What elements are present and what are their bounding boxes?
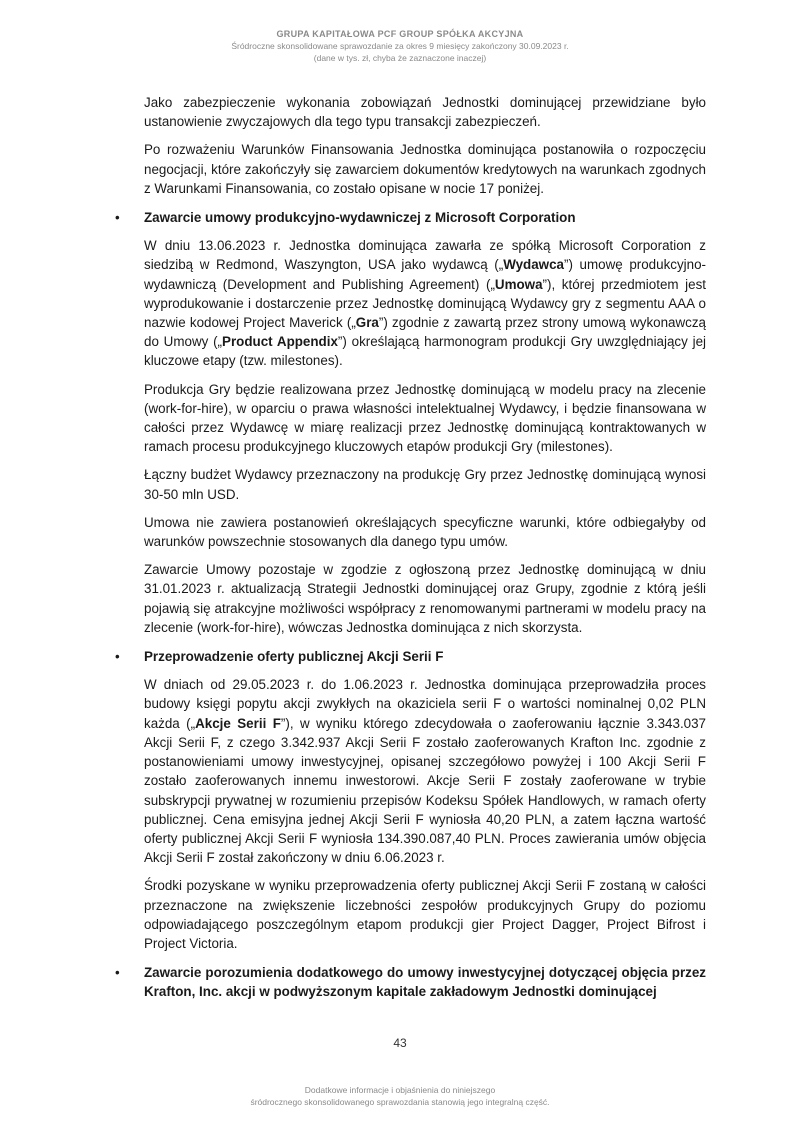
paragraph: Umowa nie zawiera postanowień określających specyficzne warunki, które odbiegałyby od warunków powszechnie stosowanych dla danego typu umów. [144,514,706,550]
header-report-title: Śródroczne skonsolidowane sprawozdanie za okres 9 miesięcy zakończony 30.09.2023 r. [231,41,569,51]
paragraph: Produkcja Gry będzie realizowana przez Jednostkę dominującą w modelu pracy na zlecenie (work-for-hire), w oparciu o prawa własności intelektualnej Wydawcy, i będzie finansowana w całości przez Wydawcę w miarę realizacji przez Jednostkę dominującą kontraktowanych w ramach procesu produkcyjnego kluczowych etapów produkcji Gry (milestones). [144,381,706,455]
paragraph: Łączny budżet Wydawcy przeznaczony na produkcję Gry przez Jednostkę dominującą wynosi 30-50 mln USD. [144,467,706,502]
bullet-icon: • [115,649,120,665]
header-units-note: (dane w tys. zł, chyba że zaznaczone inaczej) [313,53,487,63]
section-heading-series-f [115,647,706,666]
section-heading-text: Zawarcie porozumienia dodatkowego do umowy inwestycyjnej dotyczącej objęcia przez Krafton, Inc. akcji w podwyższonym kapitale zakładowym Jednostki dominującej [144,965,706,1000]
defined-term: Akcje Serii F [195,715,281,731]
section-heading-text: Przeprowadzenie oferty publicznej Akcji Serii F [144,649,444,665]
bullet-icon: • [115,965,120,981]
defined-term: Umowa [494,276,543,292]
footer-line: Dodatkowe informacje i objaśnienia do niniejszego [304,1085,496,1095]
section-heading-microsoft [115,208,706,227]
document-body [115,93,706,1011]
page-number: 43 [393,1036,407,1050]
section-heading-text: Zawarcie umowy produkcyjno-wydawniczej z Microsoft Corporation [144,210,576,226]
defined-term: Wydawca [503,257,564,273]
bullet-icon: • [115,210,120,226]
page-header [0,28,800,64]
section-heading-krafton [115,963,706,1001]
defined-term: Product Appendix [222,334,338,350]
paragraph: Środki pozyskane w wyniku przeprowadzenia oferty publicznej Akcji Serii F zostaną w całości przeznaczone na zwiększenie liczebności zespołów produkcyjnych Grupy do poziomu odpowiadającego poszczególnym etapom produkcji gier Project Dagger, Project Bifrost i Project Victoria. [144,878,706,951]
paragraph-offer: W dniach od 29.05.2023 r. do 1.06.2023 r. Jednostka dominująca przeprowadziła proces budowy księgi popytu akcji zwykłych na okaziciela serii F o wartości nominalnej 0,02 PLN każda („Akcje Serii F”), w wyniku którego zdecydowała o zaoferowaniu łącznie 3.343.037 Akcji Serii F, z czego 3.342.937 Akcji Serii F zostało zaoferowanych Krafton Inc. zgodnie z postanowieniami umowy inwestycyjnej, opisanej szczegółowo powyżej i 100 Akcji Serii F zostało zaoferowanych innemu inwestorowi. Akcje Serii F zostały zaoferowane w trybie subskrypcji prywatnej w rozumieniu przepisów Kodeksu Spółek Handlowych, w ramach oferty publicznej. Cena emisyjna jednej Akcji Serii F wyniosła 40,20 PLN, a zatem łączna wartość oferty publicznej Akcji Serii F wyniosła 134.390.087,40 PLN. Proces zawierania umów objęcia Akcji Serii F został zakończony w dniu 6.06.2023 r. [144,677,707,866]
paragraph-agreement: W dniu 13.06.2023 r. Jednostka dominująca zawarła ze spółką Microsoft Corporation z siedzibą w Redmond, Waszyngton, USA jako wydawcą („Wydawca”) umowę produkcyjno-wydawniczą (Development and Publishing Agreement) („Umowa”), której przedmiotem jest wyprodukowanie i dostarczenie przez Jednostkę dominującą Wydawcy gry z segmentu AAA o nazwie kodowej Project Maverick („Gra”) zgodnie z zawartą przez strony umową wykonawczą do Umowy („Product Appendix”) określającą harmonogram produkcji Gry uwzględniający jej kluczowe etapy (tzw. milestones). [144,238,706,369]
paragraph: Po rozważeniu Warunków Finansowania Jednostka dominująca postanowiła o rozpoczęciu negocjacji, które zakończyły się zawarciem dokumentów kredytowych na warunkach zgodnych z Warunkami Finansowania, co zostało opisane w nocie 17 poniżej. [144,142,706,196]
footer-line: śródrocznego skonsolidowanego sprawozdania stanowią jego integralną część. [250,1097,550,1107]
paragraph: Jako zabezpieczenie wykonania zobowiązań Jednostki dominującej przewidziane było ustanowienie zwyczajowych dla tego typu transakcji zabezpieczeń. [144,95,706,130]
paragraph: Zawarcie Umowy pozostaje w zgodzie z ogłoszoną przez Jednostkę dominującą w dniu 31.01.2023 r. aktualizacją Strategii Jednostki dominującej oraz Grupy, zgodnie z którą jeśli pojawią się atrakcyjne możliwości współpracy z renomowanymi partnerami w modelu pracy na zlecenie (work-for-hire), wówczas Jednostka dominująca z nich skorzysta. [144,562,706,635]
header-company-name: GRUPA KAPITAŁOWA PCF GROUP SPÓŁKA AKCYJNA [276,29,524,39]
defined-term: Gra [355,315,379,331]
page-footer [0,1084,800,1108]
